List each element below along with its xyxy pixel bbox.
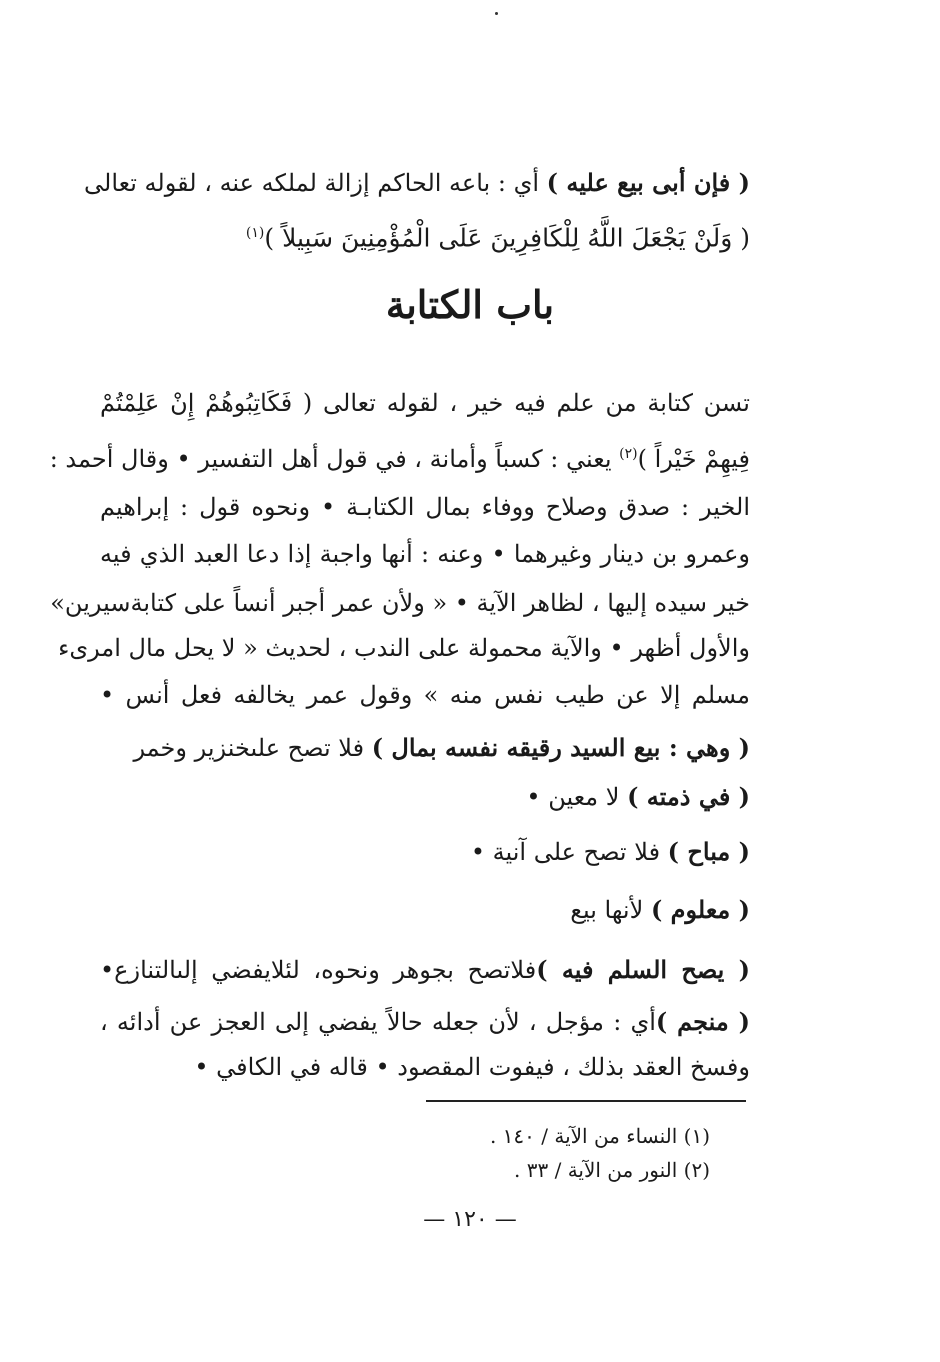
matn-text: ( منجم ) — [655, 1007, 751, 1036]
footnote-ref: (١) — [245, 225, 265, 241]
item-line — [471, 835, 750, 869]
sharh-text: لأنها بيع — [570, 896, 651, 924]
matn-text: ( فإن أبى بيع عليه ) — [546, 168, 750, 197]
intro-line-1 — [84, 166, 750, 200]
matn-text: ( يصح السلم فيه ) — [536, 955, 750, 984]
para-line-6: والأول أظهر • والآية محمولة على الندب ، لحديث « لا يحل مال امرىء — [58, 634, 750, 662]
item-line — [570, 893, 750, 927]
para-line-2 — [49, 437, 750, 476]
sharh-text: أي : باعه الحاكم إزالة لملكه عنه ، لقوله تعالى — [84, 169, 547, 197]
item-line — [100, 1005, 750, 1039]
sharh-text: فلاتصح بجوهر ونحوه، لئلايفضي إلىالتنازع• — [100, 956, 537, 984]
item-line — [100, 953, 750, 987]
page-number: — ١٢٠ — — [423, 1207, 517, 1232]
page-mark — [495, 12, 498, 15]
footnote-2: (٢) النور من الآية / ٣٣ . — [514, 1158, 710, 1182]
para-line-5: خير سيده إليها ، لظاهر الآية • « ولأن عمر أجبر أنساً على كتابةسيرين» — [50, 589, 750, 617]
quran-verse: ( وَلَنْ يَجْعَلَ اللَّهُ لِلْكَافِرِينَ عَلَى الْمُؤْمِنِينَ سَبِيلاً ) — [264, 223, 750, 253]
intro-line-2 — [246, 216, 750, 255]
footnote-ref: (٢) — [619, 446, 638, 462]
para-line-7: مسلم إلا عن طيب نفس منه » وقول عمر يخالفه فعل أنس • — [100, 681, 750, 709]
para-line-4: وعمرو بن دينار وغيرهما • وعنه : أنها واجبة إذا دعا العبد الذي فيه — [100, 540, 750, 568]
last-line: وفسخ العقد بذلك ، فيفوت المقصود • قاله في الكافي • — [194, 1053, 750, 1081]
sharh-text: فلا تصح علىخنزير وخمر — [133, 734, 372, 762]
footnote-1: (١) النساء من الآية / ١٤٠ . — [489, 1124, 710, 1148]
matn-text: ( في ذمته ) — [627, 782, 750, 811]
quran-verse: فِيهِمْ خَيْراً ) — [637, 445, 750, 473]
item-line — [133, 731, 750, 765]
para-line-1: تسن كتابة من علم فيه خير ، لقوله تعالى ( فَكَاتِبُوهُمْ إِنْ عَلِمْتُمْ — [100, 389, 750, 417]
matn-text: ( معلوم ) — [650, 895, 750, 924]
para-line-3: الخير : صدق وصلاح ووفاء بمال الكتابـة • ونحوه قول : إبراهيم — [100, 493, 750, 521]
matn-text: ( وهي : بيع السيد رقيقه نفسه بمال ) — [371, 733, 750, 762]
chapter-title: باب الكتابة — [385, 282, 555, 327]
sharh-text: أي : مؤجل ، لأن جعله حالاً يفضي إلى العجز عن أدائه ، — [100, 1008, 656, 1036]
sharh-text: لا معين • — [526, 783, 628, 811]
matn-text: ( مباح ) — [667, 837, 750, 866]
footnote-divider — [426, 1100, 746, 1102]
sharh-text: يعني : كسباً وأمانة ، في قول أهل التفسير • وقال أحمد : — [49, 445, 612, 473]
sharh-text: فلا تصح على آنية • — [470, 838, 668, 866]
item-line — [526, 780, 750, 814]
